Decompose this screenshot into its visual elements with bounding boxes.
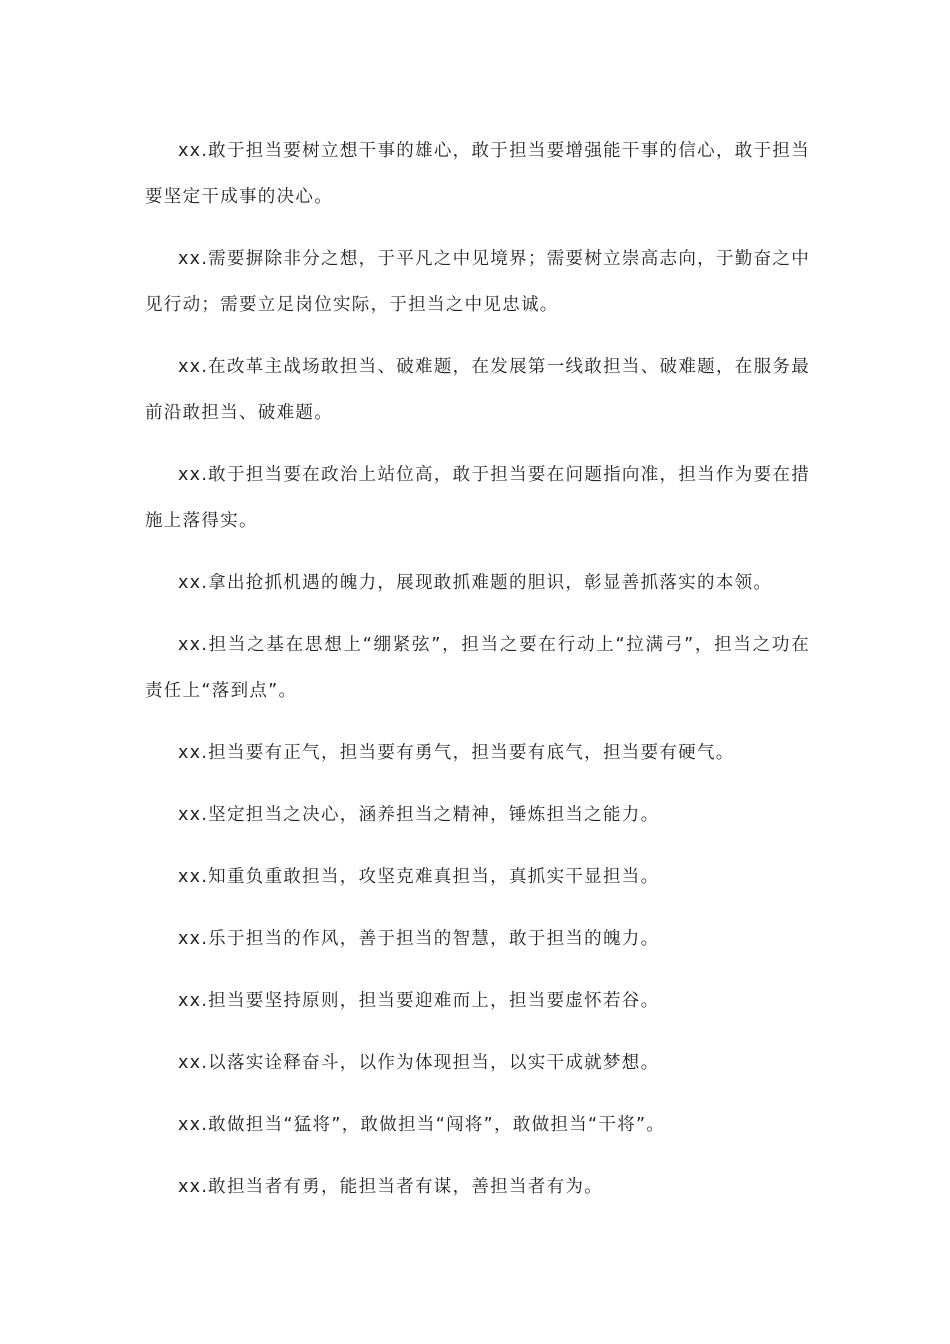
paragraph-12: xx.以落实诠释奋斗，以作为体现担当，以实干成就梦想。 <box>178 1053 660 1073</box>
paragraph-10: xx.乐于担当的作风，善于担当的智慧，敢于担当的魄力。 <box>178 929 660 949</box>
paragraph-6: xx.担当之基在思想上“绷紧弦”，担当之要在行动上“拉满弓”，担当之功在责任上“落到点”。 <box>145 635 810 701</box>
paragraph-2: xx.需要摒除非分之想，于平凡之中见境界；需要树立崇高志向，于勤奋之中见行动；需要立足岗位实际，于担当之中见忠诚。 <box>145 249 810 315</box>
paragraph-13: xx.敢做担当“猛将”，敢做担当“闯将”，敢做担当“干将”。 <box>178 1115 666 1135</box>
paragraph-11: xx.担当要坚持原则，担当要迎难而上，担当要虚怀若谷。 <box>178 991 660 1011</box>
paragraph-3: xx.在改革主战场敢担当、破难题，在发展第一线敢担当、破难题，在服务最前沿敢担当、破难题。 <box>145 357 810 423</box>
paragraph-9: xx.知重负重敢担当，攻坚克难真担当，真抓实干显担当。 <box>178 867 660 887</box>
paragraph-7: xx.担当要有正气，担当要有勇气，担当要有底气，担当要有硬气。 <box>178 743 735 763</box>
paragraph-14: xx.敢担当者有勇，能担当者有谋，善担当者有为。 <box>178 1177 603 1197</box>
paragraph-5: xx.拿出抢抓机遇的魄力，展现敢抓难题的胆识，彰显善抓落实的本领。 <box>178 573 773 593</box>
paragraph-4: xx.敢于担当要在政治上站位高，敢于担当要在问题指向准，担当作为要在措施上落得实。 <box>145 465 810 531</box>
paragraph-8: xx.坚定担当之决心，涵养担当之精神，锤炼担当之能力。 <box>178 805 660 825</box>
paragraph-1: xx.敢于担当要树立想干事的雄心，敢于担当要增强能干事的信心，敢于担当要坚定干成事的决心。 <box>145 141 810 207</box>
document-body <box>145 128 810 1226</box>
